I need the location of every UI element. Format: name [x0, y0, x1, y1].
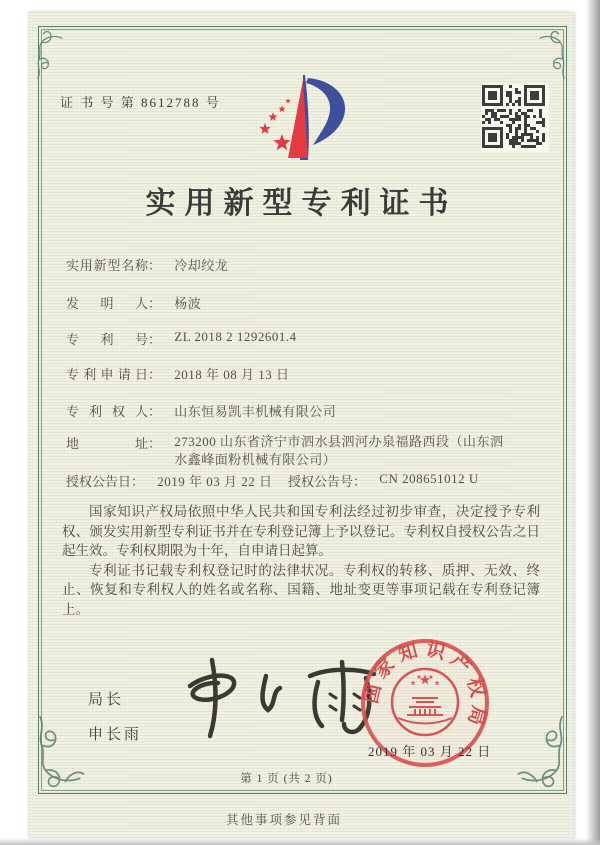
- legal-text: [62, 502, 540, 619]
- field-row-inventor: [66, 293, 556, 312]
- field-value: 杨波: [174, 296, 202, 311]
- scan-edge-shadow: [586, 0, 600, 845]
- field-value: 2018 年 08 月 13 日: [174, 367, 290, 382]
- field-label: 专利号: [66, 332, 148, 347]
- field-row-patentee: [66, 401, 556, 420]
- legal-paragraph: 国家知识产权局依照中华人民共和国专利法经过初步审查，决定授予专利权、颁发实用新型专利证书并在专利登记簿上予以登记。专利权自授权公告之日起生效。专利权期限为十年，自申请日起算。: [62, 504, 540, 558]
- field-value: CN 208651012 U: [379, 471, 479, 486]
- certificate-title: 实用新型专利证书: [145, 187, 458, 220]
- field-label: 授权公告日: [66, 474, 132, 489]
- page-number: 第 1 页 (共 2 页): [240, 773, 333, 785]
- field-colon: ：: [353, 474, 367, 489]
- back-note: 其他事项参见背面: [225, 813, 342, 827]
- field-row-patent-no: [66, 329, 556, 348]
- field-colon: ：: [148, 436, 162, 451]
- corner-flourish-icon: [530, 28, 570, 80]
- field-value: 2019 年 03 月 22 日: [157, 474, 273, 489]
- field-colon: ：: [131, 474, 145, 489]
- certificate-number: 证 书 号 第 8612788 号: [60, 95, 221, 110]
- field-value: 273200 山东省济宁市泗水县泗河办泉福路西段（山东泗水鑫峰面粉机械有限公司）: [174, 434, 504, 467]
- field-colon: ：: [148, 367, 162, 382]
- corner-flourish-icon: [32, 28, 72, 80]
- field-label: 实用新型名称: [66, 258, 148, 273]
- qr-code: [481, 84, 549, 152]
- field-value: 山东恒易凯丰机械有限公司: [174, 404, 337, 419]
- field-value: ZL 2018 2 1292601.4: [174, 329, 297, 344]
- field-value: 冷却绞龙: [174, 258, 229, 273]
- legal-paragraph: 专利证书记载专利权登记时的法律状况。专利权的转移、质押、无效、终止、恢复和专利权人的姓名或名称、国籍、地址变更等事项记载在专利登记簿上。: [62, 562, 540, 617]
- director-name: 申长雨: [88, 727, 143, 743]
- seal-date: 2019 年 03 月 22 日: [368, 744, 492, 759]
- field-row-grant: [66, 471, 556, 490]
- field-colon: ：: [148, 404, 162, 419]
- scan-edge-shadow: [0, 838, 600, 845]
- field-label: 发明人: [66, 296, 148, 311]
- director-title: 局长: [88, 692, 125, 708]
- field-label: 地址: [66, 436, 148, 451]
- field-colon: ：: [148, 258, 162, 273]
- certificate-paper: [28, 12, 574, 838]
- field-colon: ：: [148, 296, 162, 311]
- field-label: 专利申请日: [66, 367, 148, 382]
- field-row-address: [66, 433, 556, 469]
- field-row-filing-date: [66, 364, 556, 383]
- field-row-name: [66, 255, 556, 274]
- field-label: 授权公告号: [288, 474, 354, 489]
- patent-office-logo-icon: [245, 58, 360, 173]
- director-block: [88, 688, 142, 744]
- svg-text:国家知识产权局: 国家知识产权局: [360, 638, 490, 734]
- field-colon: ：: [148, 332, 162, 347]
- field-label: 专利权人: [66, 404, 148, 419]
